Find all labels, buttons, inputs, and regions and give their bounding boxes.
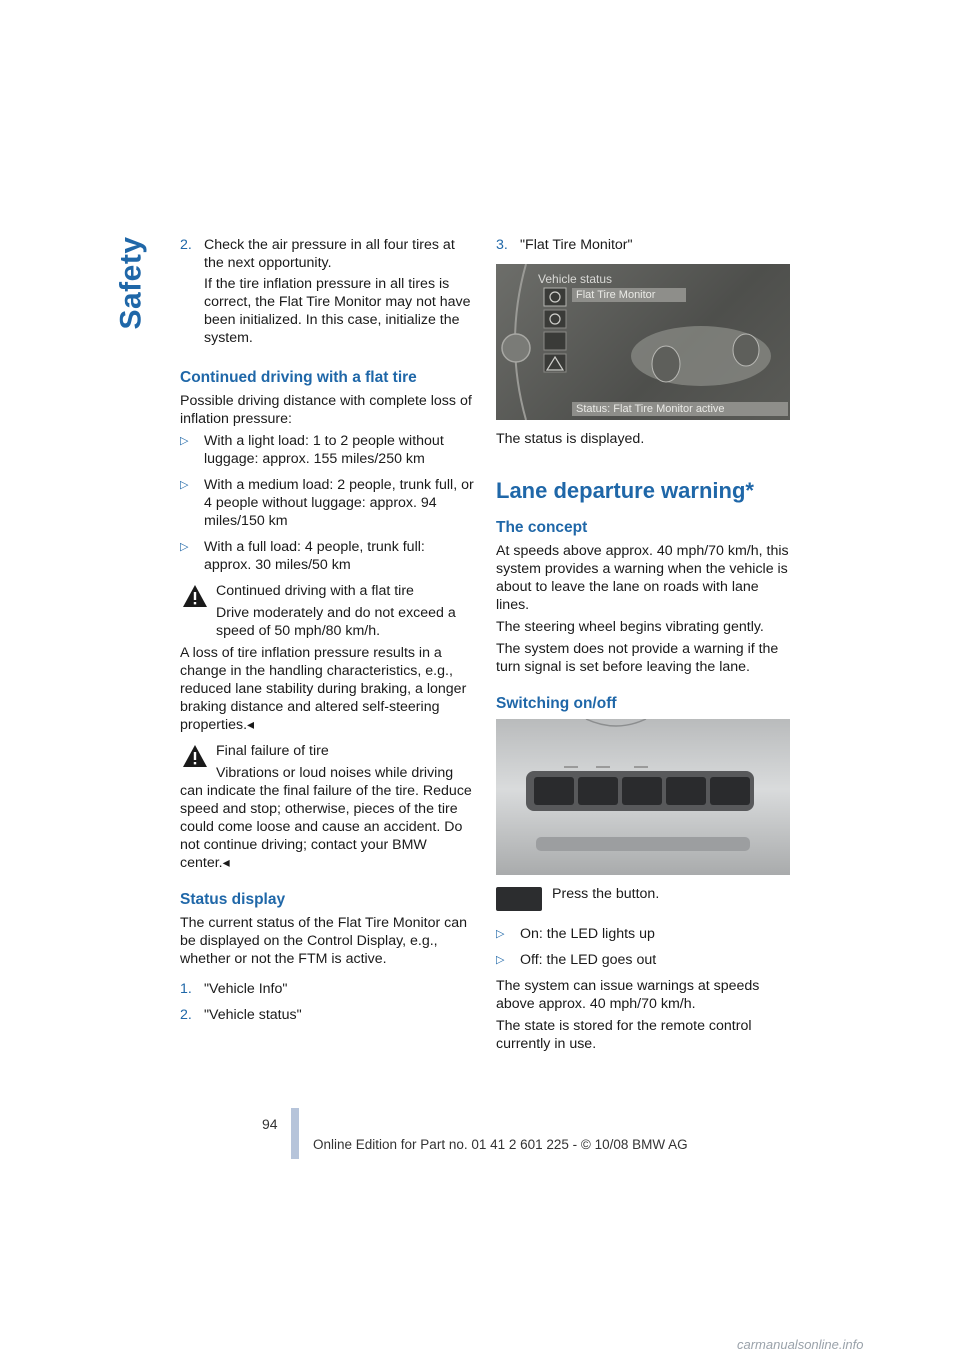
screen-status-bar: Status: Flat Tire Monitor active [572,402,788,416]
bullet-triangle-icon: ▷ [496,928,505,940]
list-item [180,538,476,574]
concept-paragraph: At speeds above approx. 40 mph/70 km/h, this system provides a warning when the vehicle is about to leave the lane on roads with lane lines. [496,543,789,613]
list-item [496,951,792,969]
warning-triangle-icon [182,584,208,608]
screen-tab-flat-tire-monitor: Flat Tire Monitor [572,288,686,302]
bullet-text: With a full load: 4 people, trunk full: approx. 30 miles/50 km [204,539,425,573]
list-item [180,476,476,530]
step-number: 3. [496,237,508,253]
button-panel-photo [496,719,790,875]
bullet-text: On: the LED lights up [520,926,655,942]
step-text: "Vehicle status" [204,1007,302,1023]
concept-heading: The concept [496,519,588,536]
step-text: Check the air pressure in all four tires at the next opportunity. [204,237,455,271]
footer-edition: Online Edition for Part no. 01 41 2 601 225 - © 10/08 BMW AG [313,1137,688,1152]
warning-title: Final failure of tire [216,743,329,759]
step-note: If the tire inflation pressure in all tires is correct, the Flat Tire Monitor may not have been initialized. In this case, initialize the system. [204,276,471,346]
bullet-triangle-icon: ▷ [180,435,189,447]
bullet-text: With a medium load: 2 people, trunk full, or 4 people without luggage: approx. 94 miles/150 km [204,477,474,529]
step-number: 1. [180,981,192,997]
step-text: "Vehicle Info" [204,981,288,997]
button-panel-graphics [496,719,790,875]
section-tab-label: Safety [115,235,149,330]
warning-body: Vibrations or loud noises while driving can indicate the final failure of the tire. Reduce speed and stop; otherwise, pieces of the tire could come loose and cause an accident. Do not continue driving; contact your BMW center.◂ [180,765,472,871]
press-button-row [496,885,792,911]
warning-tire-failure [180,742,476,760]
warning-title: Continued driving with a flat tire [216,583,414,599]
step-3-flat-tire-monitor [496,236,792,254]
bullet-text: Off: the LED goes out [520,952,657,968]
bullet-triangle-icon: ▷ [180,479,189,491]
step-text: "Flat Tire Monitor" [520,237,633,253]
step-number: 2. [180,237,192,253]
status-displayed-text: The status is displayed. [496,431,645,447]
footer-accent-bar [291,1108,299,1159]
switch-paragraph: The state is stored for the remote control currently in use. [496,1018,752,1052]
warning-triangle-icon [182,744,208,768]
continued-driving-heading: Continued driving with a flat tire [180,369,417,386]
step-1-vehicle-info [180,980,476,998]
lane-departure-heading: Lane departure warning* [496,478,754,503]
bullet-triangle-icon: ▷ [496,954,505,966]
concept-paragraph: The steering wheel begins vibrating gently. [496,619,764,635]
concept-paragraph: The system does not provide a warning if the turn signal is set before leaving the lane. [496,641,779,675]
list-item [496,925,792,943]
lane-departure-button-icon [496,887,542,911]
screen-title: Vehicle status [538,272,613,286]
bullet-text: With a light load: 1 to 2 people without luggage: approx. 155 miles/250 km [204,433,444,467]
watermark: carmanualsonline.info [737,1337,864,1352]
bullet-triangle-icon: ▷ [180,541,189,553]
step-number: 2. [180,1007,192,1023]
list-item [180,432,476,468]
section-tab [112,235,152,330]
warning-first-line: Drive moderately and do not exceed a speed of 50 mph/80 km/h. [216,605,456,639]
control-display-screenshot [496,264,790,420]
warning-body: A loss of tire inflation pressure results in a change in the handling characteristics, e.g., reduced lane stability during braking, a longer braking distance and altered self-steering properties.◂ [180,645,467,733]
switching-heading: Switching on/off [496,695,617,712]
status-display-text: The current status of the Flat Tire Monitor can be displayed on the Control Display, e.g., whether or not the FTM is active. [180,915,468,967]
step-2-vehicle-status [180,1006,476,1024]
left-column [180,236,476,1027]
warning-flat-tire [180,582,476,640]
press-button-text: Press the button. [552,886,660,902]
page-number: 94 [262,1116,278,1132]
right-column [496,236,792,1057]
step-2-check-pressure [180,236,476,350]
status-display-heading: Status display [180,891,286,908]
continued-intro: Possible driving distance with complete loss of inflation pressure: [180,393,472,427]
switch-paragraph: The system can issue warnings at speeds above approx. 40 mph/70 km/h. [496,978,760,1012]
